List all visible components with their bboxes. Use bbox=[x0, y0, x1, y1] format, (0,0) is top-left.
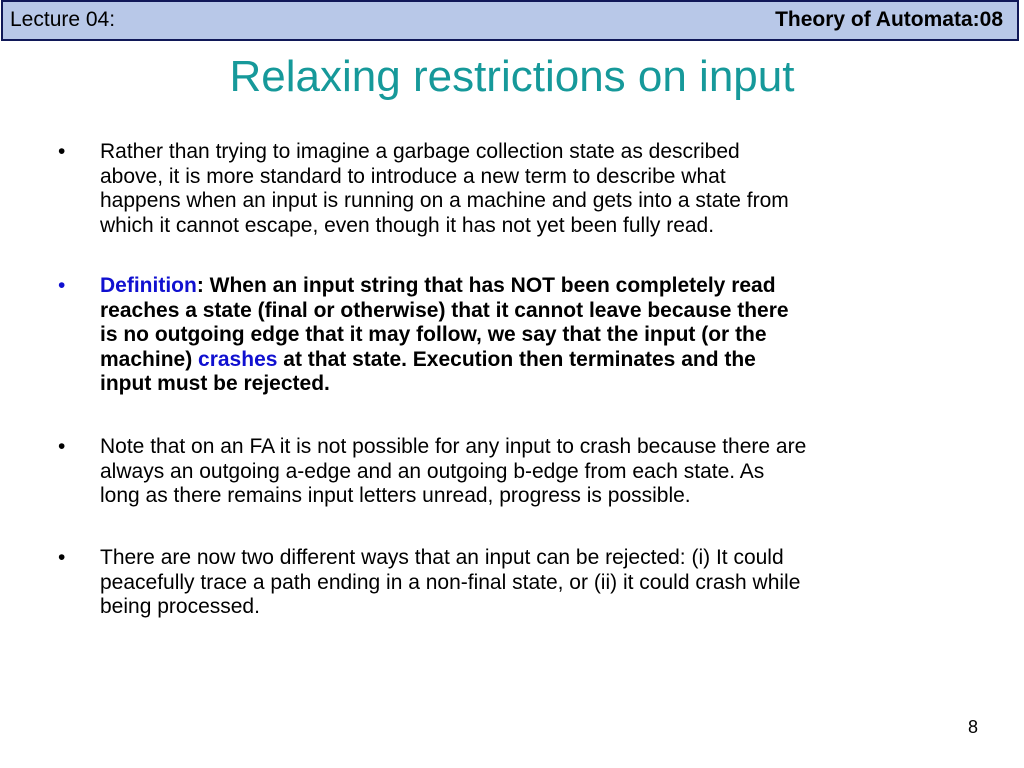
text-line: long as there remains input letters unread, progress is possible. bbox=[100, 484, 691, 507]
course-label: Theory of Automata:08 bbox=[775, 8, 1003, 31]
text-line: peacefully trace a path ending in a non-final state, or (ii) it could crash while bbox=[100, 570, 801, 594]
bullet-marker: • bbox=[58, 546, 66, 569]
text-line: Rather than trying to imagine a garbage collection state as described bbox=[100, 140, 740, 163]
bullet-marker: • bbox=[58, 140, 66, 163]
text-segment: machine) bbox=[100, 347, 199, 371]
text-line: always an outgoing a-edge and an outgoing b-edge from each state. As bbox=[100, 459, 765, 483]
text-line: reaches a state (final or otherwise) that it cannot leave because there bbox=[100, 298, 789, 322]
text-line: There are now two different ways that an input can be rejected: (i) It could bbox=[100, 546, 784, 569]
bullet-marker: • bbox=[58, 435, 66, 458]
text-line: Note that on an FA it is not possible for any input to crash because there are bbox=[100, 435, 807, 458]
crashes-term: crashes bbox=[198, 347, 278, 371]
slide-title: Relaxing restrictions on input bbox=[229, 52, 795, 101]
text-line bbox=[100, 274, 789, 299]
page-number: 8 bbox=[967, 717, 978, 737]
text-line bbox=[100, 348, 789, 373]
text-segment: at that state. Execution then terminates and the bbox=[277, 347, 756, 371]
text-line: is no outgoing edge that it may follow, we say that the input (or the bbox=[100, 323, 767, 346]
bullet-text bbox=[100, 546, 800, 620]
bullet-text bbox=[100, 435, 806, 509]
text-line: input must be rejected. bbox=[100, 372, 330, 395]
lecture-label: Lecture 04: bbox=[10, 8, 116, 31]
text-line: above, it is more standard to introduce a new term to describe what bbox=[100, 164, 726, 188]
bullet-text bbox=[100, 140, 789, 238]
bullet-marker: • bbox=[58, 274, 66, 297]
text-line: happens when an input is running on a machine and gets into a state from bbox=[100, 189, 789, 212]
text-segment: : When an input string that has NOT been completely read bbox=[196, 274, 776, 297]
text-line: being processed. bbox=[100, 595, 260, 618]
bullet-text bbox=[100, 274, 789, 397]
text-line: which it cannot escape, even though it has not yet been fully read. bbox=[100, 213, 715, 237]
definition-term: Definition bbox=[100, 274, 197, 297]
